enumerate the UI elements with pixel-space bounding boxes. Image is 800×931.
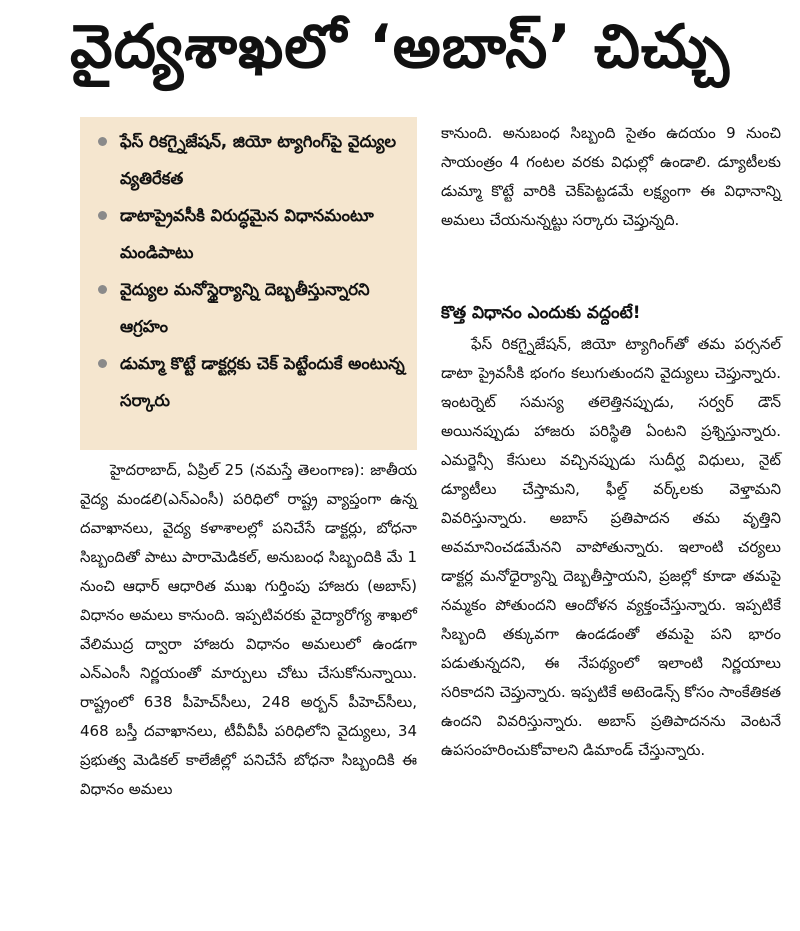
highlight-item: డాటాప్రైవసీకి విరుద్ధమైన విధానమంటూ మండిపాటు bbox=[94, 197, 407, 271]
body-paragraph: హైదరాబాద్‌, ఏప్రిల్‌ 25 (నమస్తే తెలంగాణ): జాతీయ వైద్య మండలి(ఎన్‌ఎంసీ) పరిధిలో రాష్ట్ర వ్యాప్తంగా ఉన్న దవాఖానలు, వైద్య కళాశాలల్లో పనిచేసే డాక్టర్లు, బోధనా సిబ్బందితో పాటు పారామెడికల్‌, అనుబంధ సిబ్బందికి మే 1 నుంచి ఆధార్‌ ఆధారిత ముఖ గుర్తింపు హాజరు (అబాస్‌) విధానం అమలు కానుంది. ఇప్పటివరకు వైద్యారోగ్య శాఖలో వేలిముద్ర ద్వారా హాజరు విధానం అమలులో ఉండగా ఎన్‌ఎంసీ నిర్ణయంతో మార్పులు చోటు చేసుకోనున్నాయి. రాష్ట్రంలో 638 పీహెచ్‌సీలు, 248 అర్బన్‌ పీహెచ్‌సీలు, 468 బస్తీ దవాఖానలు, టీవీవీపీ పరిధిలోని వైద్యులు, 34 ప్రభుత్వ మెడికల్‌ కాలేజీల్లో పనిచేసే బోధనా సిబ్బందికి ఈ విధానం అమలు bbox=[80, 461, 417, 798]
highlights-box bbox=[80, 117, 417, 450]
article-body-left bbox=[80, 456, 417, 804]
article-body-right-bottom bbox=[441, 330, 781, 765]
highlight-item: వైద్యుల మనోస్థైర్యాన్ని దెబ్బతీస్తున్నారని ఆగ్రహం bbox=[94, 271, 407, 345]
section-subheading: కొత్త విధానం ఎందుకు వద్దంటే! bbox=[441, 303, 641, 323]
headline: వైద్యశాఖలో ‘అబాస్‌’ చిచ్చు bbox=[69, 12, 731, 82]
article-body-right-top bbox=[441, 119, 781, 235]
body-paragraph: ఫేస్‌ రికగ్నైజేషన్‌, జియో ట్యాగింగ్‌తో తమ పర్సనల్‌ డాటా ప్రైవసీకి భంగం కలుగుతుందని వైద్యులు చెప్తున్నారు. ఇంటర్నెట్‌ సమస్య తలెత్తినప్పుడు, సర్వర్‌ డౌన్‌ అయినప్పుడు హాజరు పరిస్థితి ఏంటని ప్రశ్నిస్తున్నారు. ఎమర్జెన్సీ కేసులు వచ్చినప్పుడు సుదీర్ఘ విధులు, నైట్‌ డ్యూటీలు చేస్తామని, ఫీల్డ్‌ వర్క్‌లకు వెళ్తామని వివరిస్తున్నారు. అబాస్‌ ప్రతిపాదన తమ వృత్తిని అవమానించడమేనని వాపోతున్నారు. ఇలాంటి చర్యలు డాక్టర్ల మనోధైర్యాన్ని దెబ్బతీస్తాయని, ప్రజల్లో కూడా తమపై నమ్మకం పోతుందని ఆందోళన వ్యక్తంచేస్తున్నారు. ఇప్పటికే సిబ్బంది తక్కువగా ఉండడంతో తమపై పని భారం పడుతున్నదని, ఈ నేపథ్యంలో ఇలాంటి నిర్ణయాలు సరికాదని చెప్తున్నారు. ఇప్పటికే అటెండెన్స్‌ కోసం సాంకేతికత ఉందని వివరిస్తున్నారు. అబాస్‌ ప్రతిపాదనను వెంటనే ఉపసంహరించుకోవాలని డిమాండ్‌ చేస్తున్నారు. bbox=[441, 335, 781, 759]
highlight-item: డుమ్మా కొట్టే డాక్టర్లకు చెక్‌ పెట్టేందుకే అంటున్న సర్కారు bbox=[94, 345, 407, 419]
highlight-item: ఫేస్‌ రికగ్నైజేషన్‌, జియో ట్యాగింగ్‌పై వైద్యుల వ్యతిరేకత bbox=[94, 123, 407, 197]
body-paragraph: కానుంది. అనుబంధ సిబ్బంది సైతం ఉదయం 9 నుంచి సాయంత్రం 4 గంటల వరకు విధుల్లో ఉండాలి. డ్యూటీలకు డుమ్మా కొట్టే వారికి చెక్‌పెట్టడమే లక్ష్యంగా ఈ విధానాన్ని అమలు చేయనున్నట్టు సర్కారు చెప్తున్నది. bbox=[441, 124, 781, 229]
